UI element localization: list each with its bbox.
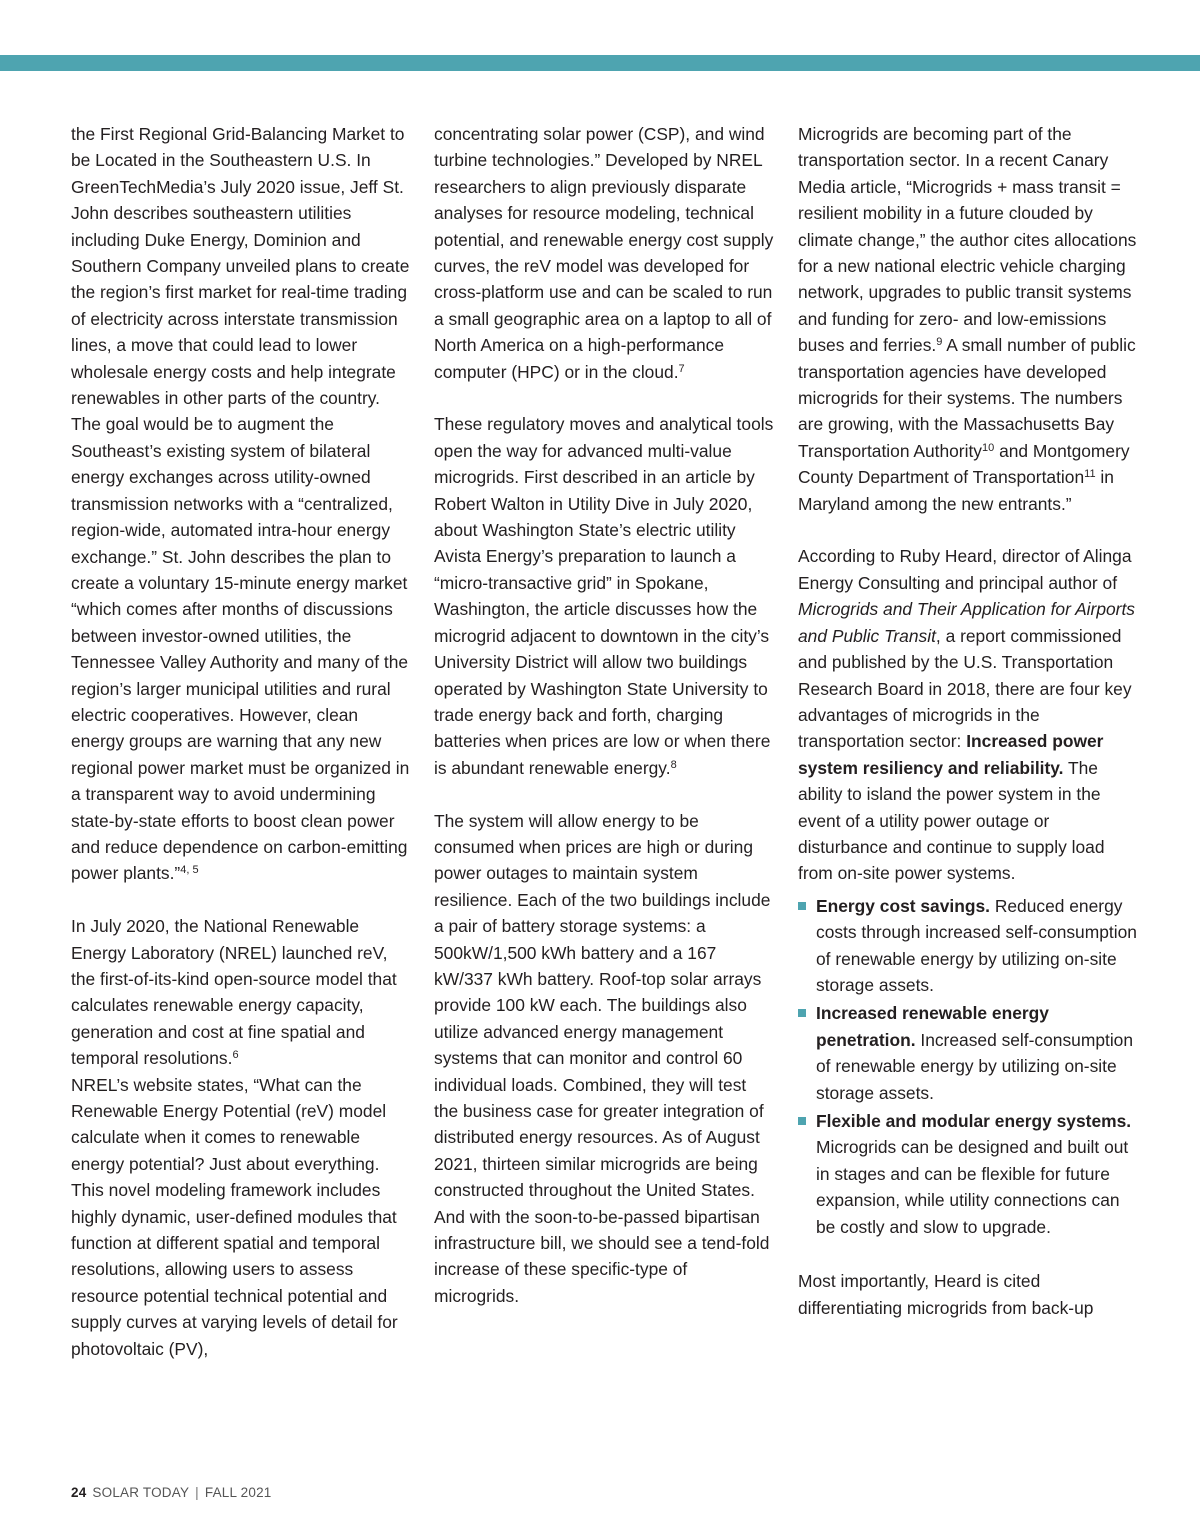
paragraph: the First Regional Grid-Balancing Market to be Located in the Southeastern U.S. In GreenTechMedia’s July 2020 issue, Jeff St. John describes southeastern utilities including Duke Energy, Dominion and Southern Company unveiled plans to create the region’s first market for real-time trading of electricity across interstate transmission lines, a move that could lead to lower wholesale energy costs and help integrate renewables in other parts of the country. The goal would be to augment the Southeast’s existing system of bilateral energy exchanges across utility-owned transmission networks with a “centralized, region-wide, automated intra-hour energy exchange.” St. John describes the plan to create a voluntary 15-minute energy market “which comes after months of discussions between investor-owned utilities, the Tennessee Valley Authority and many of the region’s larger municipal utilities and rural electric cooperatives. However, clean energy groups are warning that any new regional power market must be organized in a transparent way to avoid undermining state-by-state efforts to boost clean power and reduce dependence on carbon-emitting power plants.”$^{4, 5}$: [71, 124, 410, 884]
footnote-ref: 6: [232, 1049, 239, 1062]
column-1: [71, 121, 411, 1362]
footnote-ref: 4, 5: [180, 864, 199, 877]
column-2: [434, 121, 774, 1309]
paragraph: In July 2020, the National Renewable Energy Laboratory (NREL) launched reV, the first-of-its-kind open-source model that calculates renewable energy capacity, generation and cost at fine spatial and temporal resolutions.$^6$ NREL’s website states, “What can the Renewable Energy Potential (reV) model calculate when it comes to renewable energy potential? Just about everything. This novel modeling framework includes highly dynamic, user-defined modules that function at different spatial and temporal resolutions, allowing users to assess resource potential technical potential and supply curves at varying levels of detail for photovoltaic (PV),: [71, 916, 398, 1359]
paragraph: Most importantly, Heard is cited differentiating microgrids from back-up: [798, 1271, 1094, 1318]
list-item: Flexible and modular energy systems. Microgrids can be designed and built out in stages and can be flexible for future expansion, while utility connections can be costly and slow to upgrade.: [798, 1108, 1138, 1240]
publication-name: SOLAR TODAY: [92, 1485, 190, 1500]
paragraph: According to Ruby Heard, director of Alinga Energy Consulting and principal author of Microgrids and Their Application for Airports and Public Transit, a report commissioned and published by the U.S. Transportation Research Board in 2018, there are four key advantages of microgrids in the transportation sector: Increased power system resiliency and reliability. The ability to island the power system in the event of a utility power outage or disturbance and continue to supply load from on-site power systems.: [798, 546, 1135, 884]
page-footer: 24 SOLAR TODAY | FALL 2021: [71, 1485, 272, 1500]
bullet-square-icon: [798, 902, 806, 910]
advantages-list: [798, 893, 1138, 1240]
footnote-ref: 9: [936, 336, 943, 349]
paragraph: The system will allow energy to be consumed when prices are high or during power outages to maintain system resilience. Each of the two buildings include a pair of battery storage systems: a 500kW/1,500 kWh battery and a 167 kW/337 kWh battery. Roof-top solar arrays provide 100 kW each. The buildings also utilize advanced energy management systems that can monitor and control 60 individual loads. Combined, they will test the business case for greater integration of distributed energy resources. As of August 2021, thirteen similar microgrids are being constructed throughout the United States. And with the soon-to-be-passed bipartisan infrastructure bill, we should see a tend-fold increase of these specific-type of microgrids.: [434, 810, 771, 1306]
footnote-ref: 8: [670, 758, 677, 771]
paragraph: Microgrids are becoming part of the transportation sector. In a recent Canary Media article, “Microgrids + mass transit = resilient mobility in a future clouded by climate change,” the author cites allocations for a new national electric vehicle charging network, upgrades to public transit systems and funding for zero- and low-emissions buses and ferries.$^9$ A small number of public transportation agencies have developed microgrids for their systems. The numbers are growing, with the Massachusetts Bay Transportation Authority$^{10}$ and Montgomery County Department of Transportation$^{11}$ in Maryland among the new entrants.”: [798, 124, 1137, 514]
bullet-square-icon: [798, 1117, 806, 1125]
report-title: Microgrids and Their Application for Airports and Public Transit: [798, 599, 1135, 646]
paragraph: These regulatory moves and analytical tools open the way for advanced multi-value microgrids. First described in an article by Robert Walton in Utility Dive in July 2020, about Washington State’s electric utility Avista Energy’s preparation to launch a “micro-transactive grid” in Spokane, Washington, the article discusses how the microgrid adjacent to downtown in the city’s University District will allow two buildings operated by Washington State University to trade energy back and forth, charging batteries when prices are low or when there is abundant renewable energy.$^8$: [434, 414, 774, 778]
page-number: 24: [71, 1485, 87, 1500]
footnote-ref: 7: [678, 362, 685, 375]
list-item: Energy cost savings. Reduced energy costs through increased self-consumption of renewable energy by utilizing on-site storage assets.: [798, 893, 1138, 999]
issue-date: FALL 2021: [204, 1485, 272, 1500]
footnote-ref: 11: [1084, 468, 1096, 481]
list-item: Increased renewable energy penetration. Increased self-consumption of renewable energy by utilizing on-site storage assets.: [798, 1000, 1138, 1106]
bullet-square-icon: [798, 1009, 806, 1017]
paragraph: concentrating solar power (CSP), and wind turbine technologies.” Developed by NREL researchers to align previously disparate analyses for resource modeling, technical potential, and renewable energy cost supply curves, the reV model was developed for cross-platform use and can be scaled to run a small geographic area on a laptop to all of North America on a high-performance computer (HPC) or in the cloud.$^7$: [434, 124, 774, 382]
column-3: [798, 121, 1138, 1321]
header-accent-bar: [0, 55, 1200, 71]
footnote-ref: 10: [982, 441, 995, 454]
